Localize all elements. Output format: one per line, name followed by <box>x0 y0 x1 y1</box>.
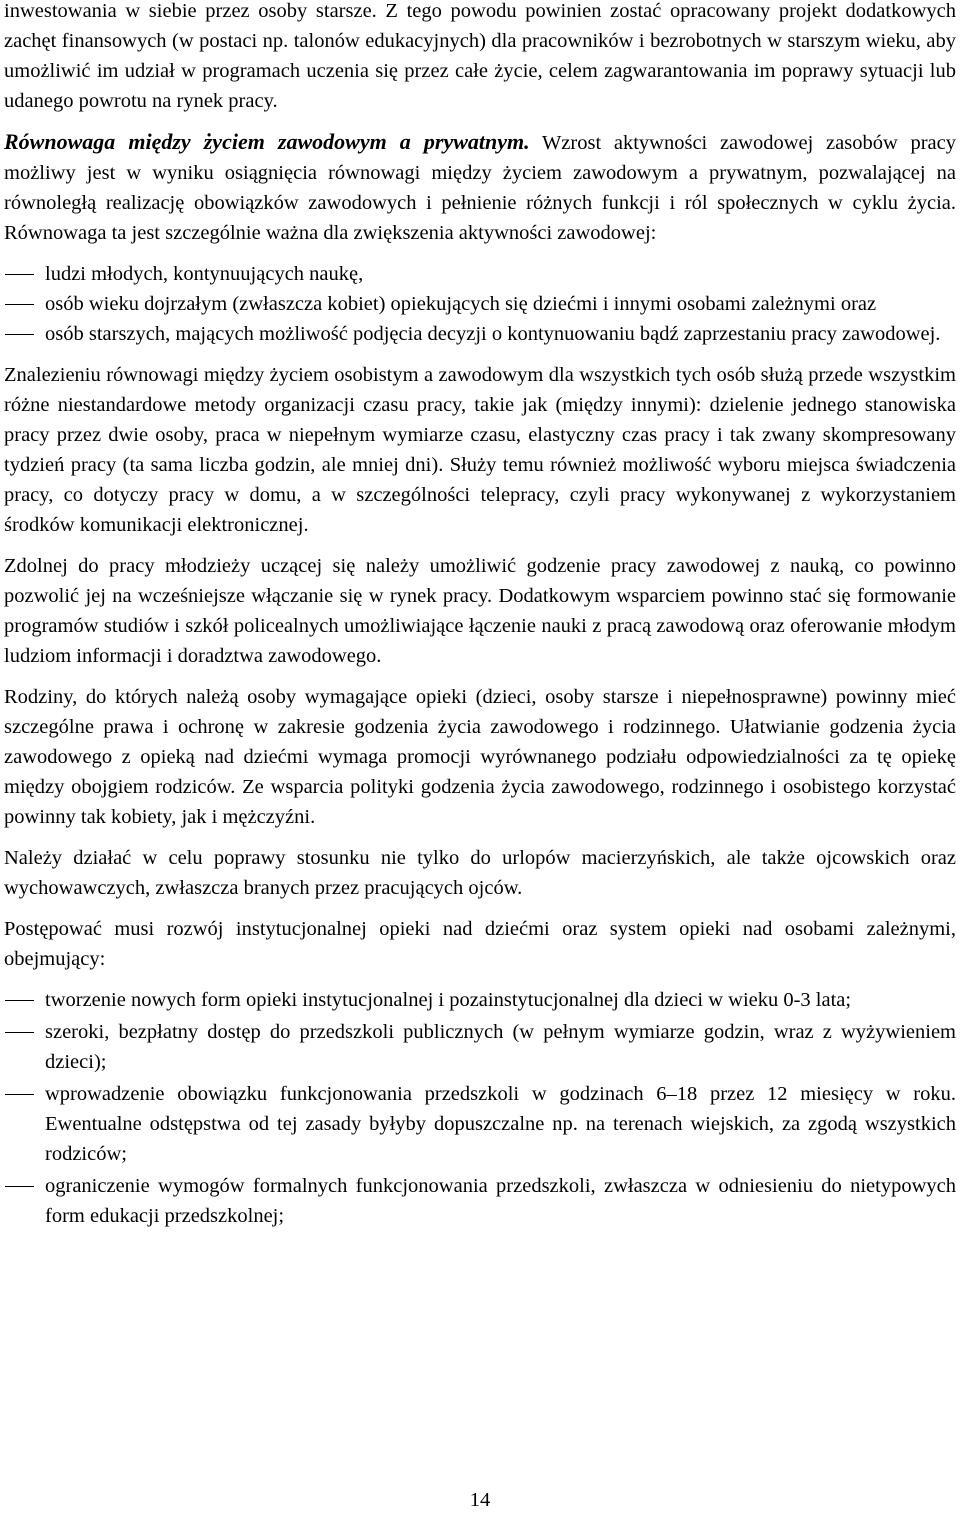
paragraph-working-time: Znalezieniu równowagi między życiem osobistym a zawodowym dla wszystkich tych osób służą przede wszystkim różne niestandardowe metody organizacji czasu pracy, takie jak (między innymi): dzielenie jednego stanowiska pracy przez dwie osoby, praca w niepełnym wymiarze czasu, elastyczny czas pracy i tak zwany skompresowany tydzień pracy (ta sama liczba godzin, ale mniej dni). Służy temu również możliwość wyboru miejsca świadczenia pracy, co dotyczy pracy w domu, a w szczególności telepracy, czyli pracy wykonywanej z wykorzystaniem środków komunikacji elektronicznej. <box>4 364 956 536</box>
document-page <box>4 0 956 1242</box>
list-item: szeroki, bezpłatny dostęp do przedszkoli publicznych (w pełnym wymiarze godzin, wraz z wyżywieniem dzieci); <box>4 1017 956 1077</box>
paragraph-families: Rodziny, do których należą osoby wymagające opieki (dzieci, osoby starsze i niepełnosprawne) powinny mieć szczególne prawa i ochronę w zakresie godzenia życia zawodowego i rodzinnego. Ułatwianie godzenia życia zawodowego z opieką nad dziećmi wymaga promocji wyrównanego podziału odpowiedzialności za tę opiekę między obojgiem rodziców. Ze wsparcia polityki godzenia życia zawodowego, rodzinnego i osobistego korzystać powinny tak kobiety, jak i mężczyźni. <box>4 686 956 828</box>
list-item: tworzenie nowych form opieki instytucjonalnej i pozainstytucjonalnej dla dzieci w wieku 0-3 lata; <box>4 985 956 1015</box>
paragraph-childcare: Postępować musi rozwój instytucjonalnej opieki nad dziećmi oraz system opieki nad osobami zależnymi, obejmujący: <box>4 918 956 970</box>
list-item: ograniczenie wymogów formalnych funkcjonowania przedszkoli, zwłaszcza w odniesieniu do nietypowych form edukacji przedszkolnej; <box>4 1171 956 1231</box>
list-item: wprowadzenie obowiązku funkcjonowania przedszkoli w godzinach 6–18 przez 12 miesięcy w roku. Ewentualne odstępstwa od tej zasady byłyby dopuszczalne np. na terenach wiejskich, za zgodą wszystkich rodziców; <box>4 1079 956 1169</box>
list-item: osób starszych, mających możliwość podjęcia decyzji o kontynuowaniu bądź zaprzestaniu pracy zawodowej. <box>4 319 956 349</box>
list-item: ludzi młodych, kontynuujących naukę, <box>4 259 956 289</box>
paragraph-leave: Należy działać w celu poprawy stosunku nie tylko do urlopów macierzyńskich, ale także ojcowskich oraz wychowawczych, zwłaszcza branych przez pracujących ojców. <box>4 847 956 899</box>
childcare-measures-list <box>4 985 956 1231</box>
paragraph-youth: Zdolnej do pracy młodzieży uczącej się należy umożliwić godzenie pracy zawodowej z nauką, co powinno pozwolić jej na wcześniejsze włączanie się w rynek pracy. Dodatkowym wsparciem powinno stać się formowanie programów studiów i szkół policealnych umożliwiające łączenie nauki z pracą zawodową oraz oferowanie młodym ludziom informacji i doradztwa zawodowego. <box>4 555 956 667</box>
paragraph-work-life-balance <box>4 127 956 248</box>
target-groups-list <box>4 259 956 349</box>
paragraph-continuation: inwestowania w siebie przez osoby starsze. Z tego powodu powinien zostać opracowany projekt dodatkowych zachęt finansowych (w postaci np. talonów edukacyjnych) dla pracowników i bezrobotnych w starszym wieku, aby umożliwić im udział w programach uczenia się przez całe życie, celem zagwarantowania im poprawy sytuacji lub udanego powrotu na rynek pracy. <box>4 0 956 112</box>
page-number: 14 <box>469 1489 491 1511</box>
paragraph-body: Wzrost aktywności zawodowej zasobów pracy możliwy jest w wyniku osiągnięcia równowagi między życiem zawodowym a prywatnym, pozwalającej na równoległą realizację obowiązków zawodowych i pełnienie różnych funkcji i ról społecznych w cyklu życia. Równowaga ta jest szczególnie ważna dla zwiększenia aktywności zawodowej: <box>4 132 956 244</box>
list-item: osób wieku dojrzałym (zwłaszcza kobiet) opiekujących się dziećmi i innymi osobami zależnymi oraz <box>4 289 956 319</box>
section-heading: Równowaga między życiem zawodowym a prywatnym. <box>4 129 530 154</box>
